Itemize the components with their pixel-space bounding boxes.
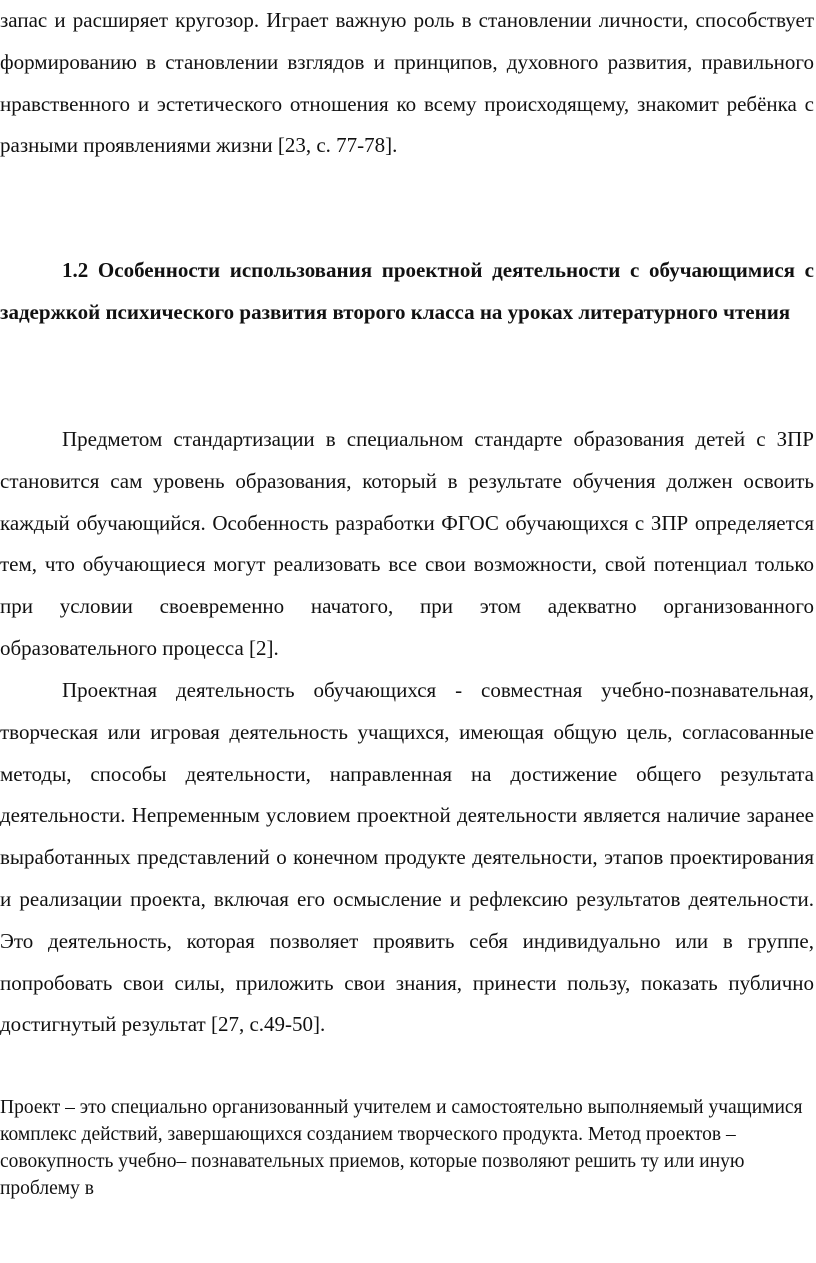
section-heading: 1.2 Особенности использования проектной деятельности с обучающимися с задержкой психического развития второго класса на уроках литературного чтения xyxy=(0,258,814,324)
paragraph-project-activity: Проектная деятельность обучающихся - совместная учебно-познавательная, творческая или игровая деятельность учащихся, имеющая общую цель, согласованные методы, способы деятельности, направленная на достижение общего результата деятельности. Непременным условием проектной деятельности является наличие заранее выработанных представлений о конечном продукте деятельности, этапов проектирования и реализации проекта, включая его осмысление и рефлексию результатов деятельности. Это деятельность, которая позволяет проявить себя индивидуально или в группе, попробовать свои силы, приложить свои знания, принести пользу, показать публично достигнутый результат [27, с.49-50]. xyxy=(0,678,814,1037)
paragraph-continued: запас и расширяет кругозор. Играет важную роль в становлении личности, способствует формированию в становлении взглядов и принципов, духовного развития, правильного нравственного и эстетического отношения ко всему происходящему, знакомит ребёнка с разными проявлениями жизни [23, с. 77-78]. xyxy=(0,8,814,158)
paragraph-standardization: Предметом стандартизации в специальном стандарте образования детей с ЗПР становится сам уровень образования, который в результате обучения должен освоить каждый обучающийся. Особенность разработки ФГОС обучающихся с ЗПР определяется тем, что обучающиеся могут реализовать все свои возможности, свой потенциал только при условии своевременно начатого, при этом адекватно организованного образовательного процесса [2]. xyxy=(0,427,814,660)
paragraph-project-definition: Проект – это специально организованный учителем и самостоятельно выполняемый учащимися комплекс действий, завершающихся созданием творческого продукта. Метод проектов – совокупность учебно– познавательных приемов, которые позволяют решить ту или иную проблему в xyxy=(0,1097,803,1199)
